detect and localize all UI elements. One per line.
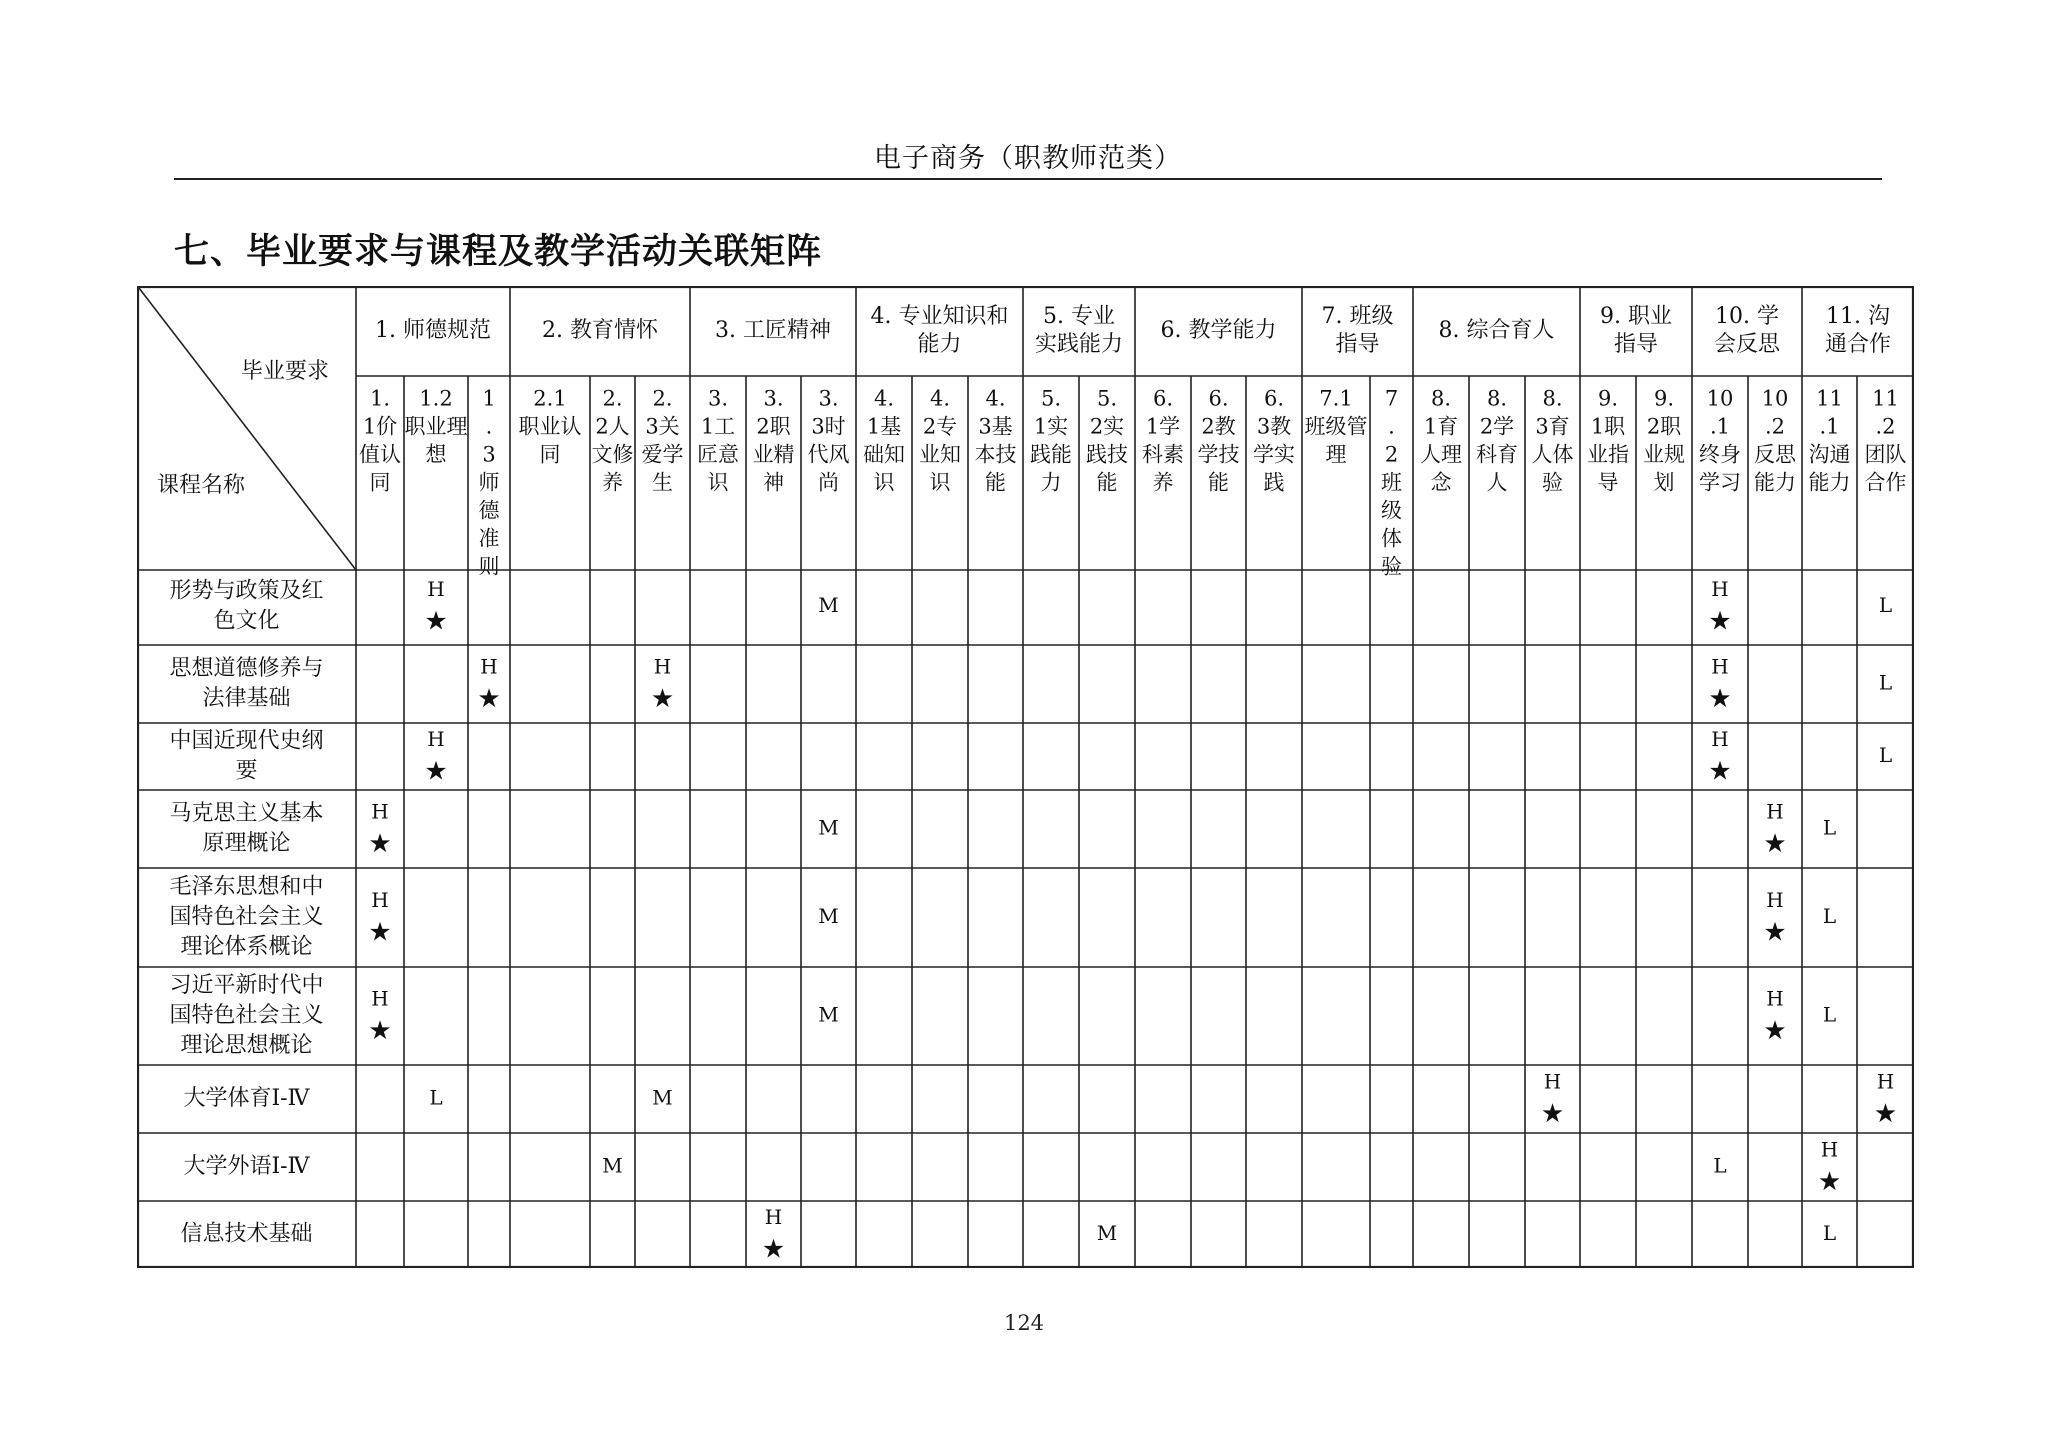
group-label: 1. 师德规范 <box>375 318 491 343</box>
sub-column-label: 本技 <box>974 442 1017 467</box>
sub-column-label: 代风 <box>807 442 850 467</box>
sub-column-label: 4. <box>985 386 1006 411</box>
group-label: 通合作 <box>1824 332 1892 357</box>
sub-column-label: 4. <box>873 386 895 411</box>
sub-column-label: 2人 <box>595 414 630 439</box>
sub-column-label: 1. <box>369 386 391 411</box>
sub-column-label: 养 <box>1152 470 1174 495</box>
course-name: 原理概论 <box>202 831 291 856</box>
sub-column-label: 3. <box>707 386 729 411</box>
sub-column-label: 1 <box>482 386 496 411</box>
sub-column-label: 践能 <box>1030 442 1072 467</box>
sub-column-label: 11 <box>1816 386 1843 411</box>
cell-mark: M <box>818 904 839 928</box>
group-label: 11. 沟 <box>1826 304 1890 329</box>
sub-column-label: 划 <box>1653 470 1675 495</box>
header-rule <box>174 178 1882 180</box>
sub-column-label: 础知 <box>863 442 905 467</box>
sub-column-label: 准 <box>478 526 500 551</box>
sub-column-label: 尚 <box>818 470 839 495</box>
group-label: 5. 专业 <box>1043 304 1115 329</box>
course-name: 信息技术基础 <box>180 1221 313 1247</box>
sub-column-label: 师 <box>478 470 500 495</box>
group-label: 会反思 <box>1713 332 1781 357</box>
sub-column-label: 5. <box>1096 386 1118 411</box>
sub-column-label: 文修 <box>591 442 634 467</box>
cell-mark-h: H <box>1766 799 1784 824</box>
sub-column-label: 8. <box>1486 386 1508 411</box>
sub-column-label: 念 <box>1430 470 1452 495</box>
cell-mark-star: ★ <box>368 1016 392 1046</box>
sub-column-label: 8. <box>1430 386 1452 411</box>
cell-mark-star: ★ <box>368 917 392 948</box>
cell-mark: L <box>1878 670 1893 695</box>
cell-mark: M <box>818 1002 839 1027</box>
sub-column-label: 7 <box>1384 386 1399 411</box>
sub-column-label: 1基 <box>866 414 902 439</box>
sub-column-label: 学习 <box>1699 470 1741 495</box>
cell-mark-h: H <box>1820 1137 1839 1162</box>
sub-column-label: 能 <box>1208 470 1229 495</box>
course-name: 国特色社会主义 <box>169 904 324 930</box>
cell-mark-star: ★ <box>650 684 675 714</box>
sub-column-label: 职业认 <box>518 414 582 439</box>
sub-column-label: 6. <box>1263 386 1285 411</box>
cell-mark-star: ★ <box>761 1234 786 1265</box>
sub-column-label: 3关 <box>645 414 680 439</box>
cell-mark: L <box>1822 904 1837 928</box>
sub-column-label: 业指 <box>1587 442 1629 467</box>
sub-column-label: 沟通 <box>1808 442 1851 467</box>
sub-column-label: 反思 <box>1754 442 1796 467</box>
cell-mark-h: H <box>371 986 389 1011</box>
sub-column-label: 5. <box>1040 386 1062 411</box>
sub-column-label: 11 <box>1872 386 1899 411</box>
course-name: 要 <box>235 758 258 784</box>
cell-mark-star: ★ <box>1708 684 1732 714</box>
corner-diagonal <box>139 288 356 570</box>
cell-mark: L <box>1713 1153 1727 1178</box>
cell-mark-star: ★ <box>1817 1167 1842 1197</box>
cell-mark-h: H <box>1766 888 1784 912</box>
sub-column-label: 2.1 <box>533 386 567 411</box>
group-label: 实践能力 <box>1034 332 1124 357</box>
sub-column-label: .2 <box>1764 414 1786 439</box>
cell-mark-star: ★ <box>1763 1016 1787 1046</box>
course-name: 中国近现代史纲 <box>169 728 324 754</box>
sub-column-label: 能力 <box>1808 470 1851 495</box>
matrix-table <box>137 286 1914 1268</box>
sub-column-label: 想 <box>425 442 447 467</box>
sub-column-label: 8. <box>1542 386 1563 411</box>
cell-mark: M <box>602 1153 623 1178</box>
sub-column-label: 科素 <box>1142 442 1184 467</box>
sub-column-label: 1职 <box>1590 414 1626 439</box>
section-title: 七、毕业要求与课程及教学活动关联矩阵 <box>174 232 823 272</box>
sub-column-label: 3育 <box>1535 414 1570 439</box>
group-label: 10. 学 <box>1715 304 1779 329</box>
sub-column-label: 终身 <box>1699 442 1741 467</box>
cell-mark-star: ★ <box>1763 917 1787 948</box>
page-header: 电子商务（职教师范类） <box>874 143 1182 174</box>
sub-column-label: 业知 <box>919 442 961 467</box>
sub-column-label: 养 <box>602 470 623 495</box>
cell-mark-h: H <box>764 1205 783 1229</box>
sub-column-label: 能 <box>1096 470 1118 495</box>
course-name: 毛泽东思想和中 <box>169 874 324 900</box>
sub-column-label: 体 <box>1381 526 1402 551</box>
sub-column-label: 1实 <box>1033 414 1069 439</box>
course-name: 色文化 <box>213 608 280 634</box>
sub-column-label: 1.2 <box>419 386 453 411</box>
sub-column-label: 践 <box>1263 470 1285 495</box>
sub-column-label: 值认 <box>359 442 401 467</box>
sub-column-label: 同 <box>369 470 391 495</box>
sub-column-label: 4. <box>929 386 951 411</box>
sub-column-label: 职业理 <box>404 414 468 439</box>
sub-column-label: 2实 <box>1089 414 1125 439</box>
sub-column-label: 生 <box>652 470 673 495</box>
cell-mark-h: H <box>1876 1069 1895 1094</box>
sub-column-label: . <box>485 414 493 439</box>
sub-column-label: 2. <box>652 386 673 411</box>
cell-mark-h: H <box>480 654 498 679</box>
sub-column-label: 识 <box>707 470 729 495</box>
sub-column-label: 能力 <box>1754 470 1796 495</box>
cell-mark: L <box>1822 1002 1837 1027</box>
sub-column-label: 6. <box>1208 386 1229 411</box>
sub-column-label: 2学 <box>1479 414 1515 439</box>
sub-column-label: 3. <box>818 386 839 411</box>
cell-mark: M <box>1096 1221 1118 1245</box>
cell-mark-h: H <box>1711 654 1729 679</box>
corner-bottom-label: 课程名称 <box>156 473 246 498</box>
sub-column-label: 业精 <box>752 442 795 467</box>
sub-column-label: 2职 <box>756 414 791 439</box>
cell-mark-h: H <box>653 654 672 679</box>
cell-mark-h: H <box>1543 1069 1562 1094</box>
sub-column-label: 验 <box>1542 470 1563 495</box>
group-label: 3. 工匠精神 <box>715 318 831 343</box>
cell-mark-star: ★ <box>477 684 501 714</box>
cell-mark-star: ★ <box>1708 756 1732 787</box>
sub-column-label: 人 <box>1486 470 1508 495</box>
sub-column-label: 3. <box>763 386 784 411</box>
sub-column-label: 2职 <box>1646 414 1682 439</box>
sub-column-label: 德 <box>478 498 500 523</box>
course-name: 大学外语Ⅰ-Ⅳ <box>183 1154 310 1179</box>
group-label: 指导 <box>1613 332 1659 357</box>
sub-column-label: 10 <box>1761 386 1789 411</box>
cell-mark: M <box>818 593 839 617</box>
sub-column-label: 业规 <box>1643 442 1685 467</box>
sub-column-label: 1工 <box>700 414 736 439</box>
course-name: 形势与政策及红 <box>169 578 324 604</box>
cell-mark-h: H <box>371 888 389 912</box>
sub-column-label: 同 <box>539 442 561 467</box>
sub-column-label: 3时 <box>811 414 846 439</box>
course-name: 习近平新时代中 <box>169 973 324 998</box>
cell-mark-h: H <box>371 799 389 824</box>
cell-mark-star: ★ <box>1873 1099 1898 1129</box>
sub-column-label: 2教 <box>1201 414 1236 439</box>
sub-column-label: 人理 <box>1420 442 1462 467</box>
cell-mark: L <box>1822 815 1837 840</box>
group-label: 7. 班级 <box>1321 304 1394 329</box>
group-label: 8. 综合育人 <box>1438 318 1555 343</box>
sub-column-label: 2专 <box>922 414 958 439</box>
sub-column-label: 人体 <box>1531 442 1574 467</box>
sub-column-label: 学实 <box>1253 442 1295 467</box>
cell-mark: L <box>1878 593 1893 617</box>
cell-mark-star: ★ <box>424 756 448 787</box>
page-number: 124 <box>1003 1311 1045 1335</box>
cell-mark-star: ★ <box>424 606 448 637</box>
sub-column-label: 识 <box>929 470 951 495</box>
cell-mark: M <box>818 815 839 840</box>
sub-column-label: 践技 <box>1086 442 1128 467</box>
cell-mark: L <box>429 1085 443 1110</box>
course-name: 思想道德修养与 <box>169 656 324 681</box>
sub-column-label: 班 <box>1381 470 1402 495</box>
sub-column-label: 6. <box>1152 386 1174 411</box>
course-name: 理论思想概论 <box>180 1033 313 1058</box>
cell-mark-h: H <box>1766 986 1784 1011</box>
sub-column-label: 3教 <box>1256 414 1292 439</box>
course-name: 马克思主义基本 <box>169 801 324 826</box>
course-name: 大学体育Ⅰ-Ⅳ <box>183 1086 310 1111</box>
cell-mark-h: H <box>1711 727 1729 751</box>
sub-column-label: . <box>1388 414 1395 439</box>
sub-column-label: 1价 <box>362 414 398 439</box>
sub-column-label: 识 <box>873 470 895 495</box>
course-name: 国特色社会主义 <box>169 1003 324 1028</box>
sub-column-label: 3基 <box>978 414 1013 439</box>
sub-column-label: 10 <box>1706 386 1734 411</box>
sub-column-label: 团队 <box>1864 442 1907 467</box>
sub-column-label: 匠意 <box>697 442 739 467</box>
sub-column-label: 级 <box>1381 498 1402 523</box>
sub-column-label: 能 <box>985 470 1006 495</box>
group-label: 能力 <box>917 332 962 357</box>
group-label: 9. 职业 <box>1600 304 1672 329</box>
sub-column-label: 验 <box>1381 554 1402 579</box>
group-label: 6. 教学能力 <box>1160 318 1277 343</box>
sub-column-label: 7.1 <box>1319 386 1353 411</box>
cell-mark-h: H <box>427 577 445 601</box>
sub-column-label: 班级管 <box>1304 414 1368 439</box>
sub-column-label: .2 <box>1875 414 1896 439</box>
cell-mark: L <box>1878 743 1893 767</box>
cell-mark-star: ★ <box>1763 829 1787 859</box>
sub-column-label: 9. <box>1597 386 1619 411</box>
sub-column-label: 合作 <box>1864 470 1907 495</box>
group-label: 4. 专业知识和 <box>870 304 1009 329</box>
sub-column-label: 9. <box>1653 386 1675 411</box>
sub-column-label: 2 <box>1384 442 1399 467</box>
sub-column-label: 3 <box>482 442 496 467</box>
group-label: 指导 <box>1335 332 1380 357</box>
course-name: 法律基础 <box>202 686 291 711</box>
sub-column-label: .1 <box>1819 414 1840 439</box>
sub-column-label: 1育 <box>1423 414 1459 439</box>
sub-column-label: 理 <box>1325 442 1347 467</box>
cell-mark-star: ★ <box>1540 1099 1565 1129</box>
corner-top-label: 毕业要求 <box>240 359 330 384</box>
cell-mark-star: ★ <box>1708 606 1732 637</box>
sub-column-label: 力 <box>1040 470 1062 495</box>
cell-mark: L <box>1822 1221 1837 1245</box>
course-name: 理论体系概论 <box>180 934 313 960</box>
sub-column-label: 2. <box>602 386 623 411</box>
sub-column-label: .1 <box>1709 414 1731 439</box>
sub-column-label: 导 <box>1597 470 1619 495</box>
cell-mark-star: ★ <box>368 829 392 859</box>
cell-mark-h: H <box>1711 577 1729 601</box>
sub-column-label: 则 <box>478 554 500 579</box>
cell-mark: M <box>652 1085 673 1110</box>
sub-column-label: 爱学 <box>641 442 684 467</box>
sub-column-label: 神 <box>763 470 784 495</box>
sub-column-label: 科育 <box>1476 442 1518 467</box>
cell-mark-h: H <box>427 727 445 751</box>
group-label: 2. 教育情怀 <box>542 318 658 343</box>
sub-column-label: 1学 <box>1145 414 1181 439</box>
sub-column-label: 学技 <box>1197 442 1240 467</box>
